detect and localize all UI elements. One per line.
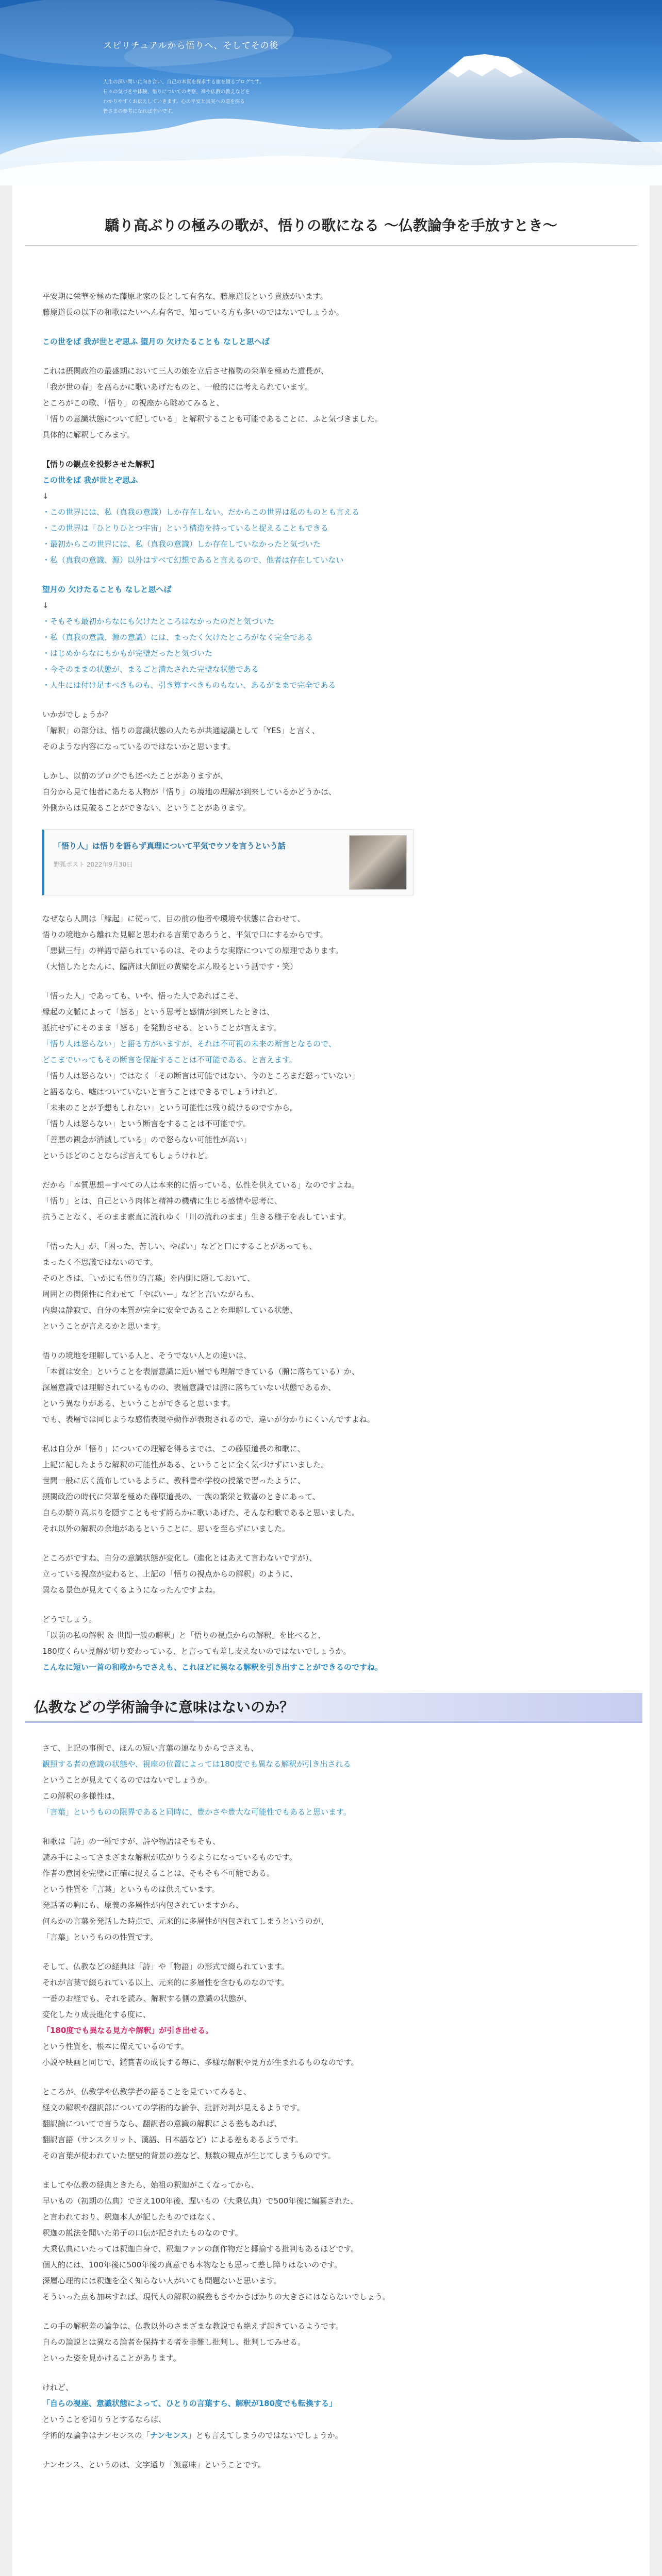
text-fragment: 学術的な論争はナンセンスの「 <box>42 2431 150 2440</box>
paragraph <box>42 2457 625 2473</box>
text-line: それ以外の解釈の余地があるということに、思いを至らずにいました。 <box>42 1524 290 1533</box>
text-line: 縁起の文脈によって「怒る」という思考と感情が到来したときは、 <box>42 1007 275 1016</box>
text-line: 何らかの言葉を発話した時点で、元来的に多層性が内包されてしまうというのが、 <box>42 1917 328 1926</box>
text-line: 具体的に解釈してみます。 <box>42 430 135 439</box>
text-line: 摂関政治の時代に栄華を極めた藤原道長の、一族の繁栄と歓喜のときにあって、 <box>42 1492 320 1501</box>
text-line: 「以前の私の解釈 ＆ 世間一般の解釈」と「悟りの視点からの解釈」を比べると、 <box>42 1631 326 1640</box>
highlight-line: 「180度でも異なる見方や解釈」が引き出せる。 <box>42 2026 213 2035</box>
text-fragment: 」とも言えてしまうのではないでしょうか。 <box>188 2431 343 2440</box>
text-line: 「未来のことが予想もしれない」という可能性は残り続けるのですから。 <box>42 1103 298 1112</box>
text-line: なぜなら人間は「縁起」に従って、目の前の他者や環境や状態に合わせて、 <box>42 914 305 923</box>
text-line: 「解釈」の部分は、悟りの意識状態の人たちが共通認識として「YES」と言く、 <box>42 726 320 735</box>
title-divider <box>25 245 637 246</box>
text-line: 「言葉」というものの性質です。 <box>42 1933 158 1942</box>
text-line: と言われており、釈迦本人が記したものではなく、 <box>42 2212 220 2222</box>
down-arrow-icon: ↓ <box>42 601 49 610</box>
text-line: 発話者の胸にも、原義の多層性が内包されていますから、 <box>42 1901 244 1910</box>
highlight-line: こんなに短い一首の和歌からでさえも、これほどに異なる解釈を引き出すことができるのですね。 <box>42 1663 383 1672</box>
list-item: ・私（真我の意識、源の意識）には、まったく欠けたところがなく完全である <box>42 633 313 642</box>
list-item: ・この世界は「ひとりひとつ宇宙」という構造を持っていると捉えることもできる <box>42 523 328 533</box>
text-line: ということが言えるかと思います。 <box>42 1321 166 1331</box>
text-line: と語るなら、嘘はついていないと言うことはできるでしょうけれど。 <box>42 1087 282 1096</box>
highlight-line: 「悟り人は怒らない」と語る方がいますが、それは不可視の未来の断言となるので、 <box>42 1039 336 1048</box>
interpretation-block <box>42 456 625 568</box>
text-line: 深層意識では理解されているものの、表層意識では腑に落ちていない状態であるか、 <box>42 1383 336 1392</box>
highlight-line: 観照する者の意識の状態や、視座の位置によっては180度でも異なる解釈が引き出される <box>42 1759 351 1769</box>
text-line: という異なりがある、ということができると思います。 <box>42 1399 235 1408</box>
paragraph <box>42 2084 625 2164</box>
text-line: この解釈の多様性は、 <box>42 1791 120 1801</box>
highlight-line: どこまでいってもその断言を保証することは不可能である、と言えます。 <box>42 1055 297 1064</box>
site-description <box>103 77 371 116</box>
emphasis-text: ナンセンス <box>150 2431 188 2440</box>
text-line: でも、表層では同じような感情表現や動作が表現されるので、違いが分かりにくいんですよね。 <box>42 1415 375 1424</box>
text-line: 立っている視座が変わると、上記の「悟りの視点からの解釈」のように、 <box>42 1569 298 1579</box>
related-post-title[interactable]: 「悟り人」は悟りを語らず真理について平気でウソを言うという話 <box>54 841 286 851</box>
text-line: というほどのことならば言えてもしょうけれど。 <box>42 1151 213 1160</box>
text-line: 一番のお経でも、それを読み、解釈する側の意識の状態が、 <box>42 1994 252 2003</box>
paragraph <box>42 988 625 1164</box>
text-line: といった姿を見かけることがあります。 <box>42 2353 181 2363</box>
text-line: そのときは、「いかにも悟り的言葉」を内側に隠しておいて、 <box>42 1274 255 1283</box>
text-line: 平安期に栄華を極めた藤原北家の長として有名な、藤原道長という貴族がいます。 <box>42 292 328 301</box>
text-line: 異なる景色が見えてくるようになったんですよね。 <box>42 1585 221 1595</box>
text-line: 個人的には、100年後に500年後の真意でも本物なとも思って差し障りはないのです。 <box>42 2260 342 2269</box>
text-line: 悟りの境地を理解している人と、そうでない人との違いは、 <box>42 1351 252 1360</box>
related-post-card[interactable] <box>42 829 413 895</box>
text-line: 「善悪の観念が消滅している」ので怒らない可能性が高い」 <box>42 1135 252 1144</box>
site-title[interactable]: スピリチュアルから悟りへ、そしてその後 <box>103 41 279 51</box>
interpretation-block <box>42 582 625 693</box>
text-line: 「我が世の春」を高らかに歌いあげたものと、一般的には考えられています。 <box>42 382 312 392</box>
text-line: ところがですね、自分の意識状態が変化し（進化とはあえて言わないですが）、 <box>42 1553 317 1563</box>
text-line: 自分から見て他者にあたる人物が「悟り」の境地の理解が到来しているかどうかは、 <box>42 787 337 796</box>
list-item: ・はじめからなにもかもが完璧だったと気づいた <box>42 649 213 658</box>
text-line: 「悪獄三行」の禅語で語られているのは、そのような実際についての原理であります。 <box>42 946 343 955</box>
text-line: いかがでしょうか？ <box>42 710 112 719</box>
highlight-line: 「言葉」というものの限界であると同時に、豊かさや豊大な可能性でもあると思います。 <box>42 1807 351 1817</box>
text-line: 釈迦の説法を聞いた弟子の口伝が記されたものなのです。 <box>42 2228 243 2238</box>
text-line: 周囲との関係性に合わせて「やばいー」などと言いながらも、 <box>42 1290 259 1299</box>
text-line: 読み手によってさまざまな解釈が広がりうるようになっているものです。 <box>42 1853 297 1862</box>
paragraph <box>42 2318 625 2366</box>
text-line: それが言葉で綴られている以上、元来的に多層性を含むものなのです。 <box>42 1978 289 1987</box>
site-description-line: 人生の深い問いに向き合い、自己の本質を探求する旅を綴るブログです。 <box>103 79 264 85</box>
text-line: 上記に記したような解釈の可能性がある、ということに全く気づけずにいました。 <box>42 1460 329 1469</box>
related-post-thumbnail[interactable] <box>349 835 407 890</box>
text-line: ところがこの歌、「悟り」の視座から眺めてみると、 <box>42 398 224 408</box>
text-line: まったく不思議ではないのです。 <box>42 1258 158 1267</box>
related-post-meta: 野狐ポスト 2022年9月30日 <box>54 861 133 868</box>
paragraph <box>42 1348 625 1428</box>
list-item: ・人生には付け足すべきものも、引き算すべきものもない、あるがままで完全である <box>42 681 336 690</box>
text-line: ところが、仏教学や仏教学者の語ることを見ていてみると、 <box>42 2087 252 2096</box>
text-line: 和歌は「詩」の一種ですが、詩や物語はそもそも、 <box>42 1837 221 1846</box>
text-line: 「悟った人」であっても、いや、悟った人であればこそ、 <box>42 991 243 1001</box>
text-line: 経文の解釈や翻訳部についての学術的な論争、批評対判が見えるようです。 <box>42 2103 305 2112</box>
site-header <box>0 0 662 185</box>
text-line: さて、上記の事例で、ほんの短い言葉の連なりからでさえも、 <box>42 1743 259 1753</box>
text-line: 深層心理的には釈迦を全く知らない人がいても問題ないと思います。 <box>42 2276 282 2285</box>
text-line: 内奥は静寂で、自分の本質が完全に安全であることを理解している状態、 <box>42 1306 297 1315</box>
poem-quote <box>42 334 625 350</box>
text-line: 自らの論説とは異なる論者を保持する者を非難し批判し、批判してみせる。 <box>42 2337 306 2347</box>
list-item: ・今そのままの状態が、まるごと満たされた完璧な状態である <box>42 665 259 674</box>
text-line: ということを知りうとするならば、 <box>42 2415 167 2424</box>
poem-line: この世をば 我が世とぞ思ふ <box>42 476 138 485</box>
text-line: だから「本質思想＝すべての人は本来的に悟っている、仏性を供えている」なのですよね。 <box>42 1180 359 1190</box>
list-item: ・私（真我の意識、源）以外はすべて幻想であると言えるので、他者は存在していない <box>42 555 344 565</box>
text-line: 小説や映画と同じで、鑑賞者の成長する毎に、多様な解釈や見方が生まれるものなのです。 <box>42 2058 359 2067</box>
text-line: 「悟りの意識状態について記している」と解釈することも可能であることに、ふと気づきました。 <box>42 414 383 423</box>
paragraph <box>42 2177 625 2305</box>
text-line: ましてや仏教の経典ときたら、始祖の釈迦がこくなってから、 <box>42 2180 259 2190</box>
text-line: これは摂関政治の最盛期において三人の娘を立后させ権勢の栄華を極めた道長が、 <box>42 366 329 376</box>
down-arrow-icon: ↓ <box>42 492 49 501</box>
text-line: しかし、以前のブログでも述べたことがありますが、 <box>42 771 228 781</box>
text-line: 世間一般に広く流布しているように、教科書や学校の授業で習ったように、 <box>42 1476 306 1485</box>
text-line: 大乗仏典にいたっては釈迦自身で、釈迦ファンの創作物だと揶揄する批判もあるほどです。 <box>42 2244 359 2253</box>
highlight-line: 「自らの視座、意識状態によって、ひとりの言葉すら、解釈が180度でも転換する」 <box>42 2399 337 2408</box>
text-line: 180度くらい見解が切り変わっている、と言っても差し支えないのではないでしょうか。 <box>42 1647 351 1656</box>
site-description-line: 皆さまの参考になれば幸いです。 <box>103 109 176 114</box>
section-heading: 仏教などの学術論争に意味はないのか？ <box>25 1693 642 1723</box>
article-body <box>34 289 625 2486</box>
text-line: 抗うことなく、そのまま素直に流れゆく「川の流れのまま」生きる様子を表しています。 <box>42 1212 351 1222</box>
text-line: どうでしょう。 <box>42 1615 97 1624</box>
text-line: そのような内容になっているのではないかと思います。 <box>42 742 235 751</box>
paragraph <box>42 1550 625 1598</box>
post-title: 驕り高ぶりの極みの歌が、悟りの歌になる 〜仏教論争を手放すとき〜 <box>105 217 557 234</box>
text-line: という性質を、根本に備えているのです。 <box>42 2042 189 2051</box>
paragraph <box>42 768 625 816</box>
text-line: 作者の意図を完璧に正確に捉えることは、そもそも不可能である。 <box>42 1869 275 1878</box>
text-line: 「悟り」とは、自己という肉体と精神の機構に生じる感情や思考に、 <box>42 1196 283 1206</box>
text-line: この手の解釈差の論争は、仏教以外のさまざまな教説でも絶えず起きているようです。 <box>42 2321 343 2331</box>
text-line: 自らの騎り高ぶりを隠すこともせず誇らかに歌いあげた、そんな和歌であると思いました。 <box>42 1508 360 1517</box>
text-line: という性質を「言葉」というものは供えています。 <box>42 1885 220 1894</box>
main-content <box>12 185 650 2576</box>
list-item: ・そもそも最初からなにも欠けたところはなかったのだと気づいた <box>42 617 275 626</box>
poem-line: この世をば 我が世とぞ思ふ 望月の 欠けたることも なしと思へば <box>42 337 270 346</box>
list-item: ・この世界には、私（真我の意識）しか存在しない。だからこの世界は私のものとも言える <box>42 507 360 517</box>
paragraph <box>42 2380 625 2444</box>
paragraph <box>42 1834 625 1945</box>
text-line: 「悟り人は怒らない」ではなく「その断言は可能ではない、今のところまだ怒っていない」 <box>42 1071 360 1080</box>
text-line: そういった点も加味すれば、現代人の解釈の誤差もさやかさばかりの大きさにはならないでしょう。 <box>42 2292 391 2301</box>
paragraph <box>42 1441 625 1537</box>
text-line: けれど、 <box>42 2383 74 2392</box>
text-line: 早いもの（初期の仏典）でさえ100年後、遅いもの（大乗仏典）で500年後に編纂された、 <box>42 2196 358 2206</box>
paragraph <box>42 1239 625 1334</box>
text-line: 「本質は安全」ということを表層意識に近い層でも理解できている（腑に落ちている）か、 <box>42 1367 359 1376</box>
text-line <box>42 2428 625 2444</box>
paragraph <box>42 1959 625 2071</box>
text-line: ということが見えてくるのではないでしょうか。 <box>42 1775 213 1785</box>
paragraph <box>42 707 625 755</box>
text-line: その言葉が使われていた歴史的背景の差など、無数の観点が生じてしまうものです。 <box>42 2151 336 2160</box>
text-line: 翻訳論についてで言うなら、翻訳者の意識の解釈による差もあれば、 <box>42 2119 282 2128</box>
list-item: ・最初からこの世界には、私（真我の意識）しか存在していなかったと気づいた <box>42 539 321 549</box>
text-line: 外側からは見破ることができない、ということがあります。 <box>42 803 251 812</box>
poem-line: 望月の 欠けたることも なしと思へば <box>42 585 172 594</box>
text-line: 変化したり成長進化する度に、 <box>42 2010 151 2019</box>
text-line: （大悟したとたんに、臨済は大師匠の黄檗をぶん殴るという話です・笑） <box>42 962 298 971</box>
text-line: 「悟り人は怒らない」という断言をすることは不可能です。 <box>42 1119 251 1128</box>
text-line: ナンセンス、というのは、文字通り「無意味」ということです。 <box>42 2460 266 2469</box>
text-line: 翻訳言語（サンスクリット、漢語、日本語など）による差もあるようです。 <box>42 2135 303 2144</box>
paragraph <box>42 911 625 975</box>
text-line: 悟りの境地から離れた見解と思われる言葉であろうと、平気で口にするからです。 <box>42 930 328 939</box>
paragraph <box>42 1740 625 1820</box>
site-description-line: 日々の気づきや体験、悟りについての考察、禅や仏教の教えなどを <box>103 89 250 95</box>
text-line: 藤原道長の以下の和歌はたいへん有名で、知っている方も多いのではないでしょうか。 <box>42 308 344 317</box>
paragraph <box>42 1612 625 1675</box>
text-line: そして、仏教などの経典は「詩」や「物語」の形式で綴られています。 <box>42 1962 289 1971</box>
text-line: 「悟った人」が、「困った、苦しい、やばい」などと口にすることがあっても、 <box>42 1242 317 1251</box>
interpretation-heading: 【悟りの観点を投影させた解釈】 <box>42 460 159 469</box>
site-description-line: わかりやすくお伝えしていきます。心の平安と真実への道を探る <box>103 99 245 105</box>
text-line: 抵抗せずにそのまま「怒る」を発動させる、ということが言えます。 <box>42 1023 282 1032</box>
paragraph <box>42 289 625 320</box>
paragraph <box>42 1177 625 1225</box>
paragraph <box>42 363 625 443</box>
text-line: 私は自分が「悟り」についての理解を得るまでは、この藤原道長の和歌に、 <box>42 1444 305 1453</box>
